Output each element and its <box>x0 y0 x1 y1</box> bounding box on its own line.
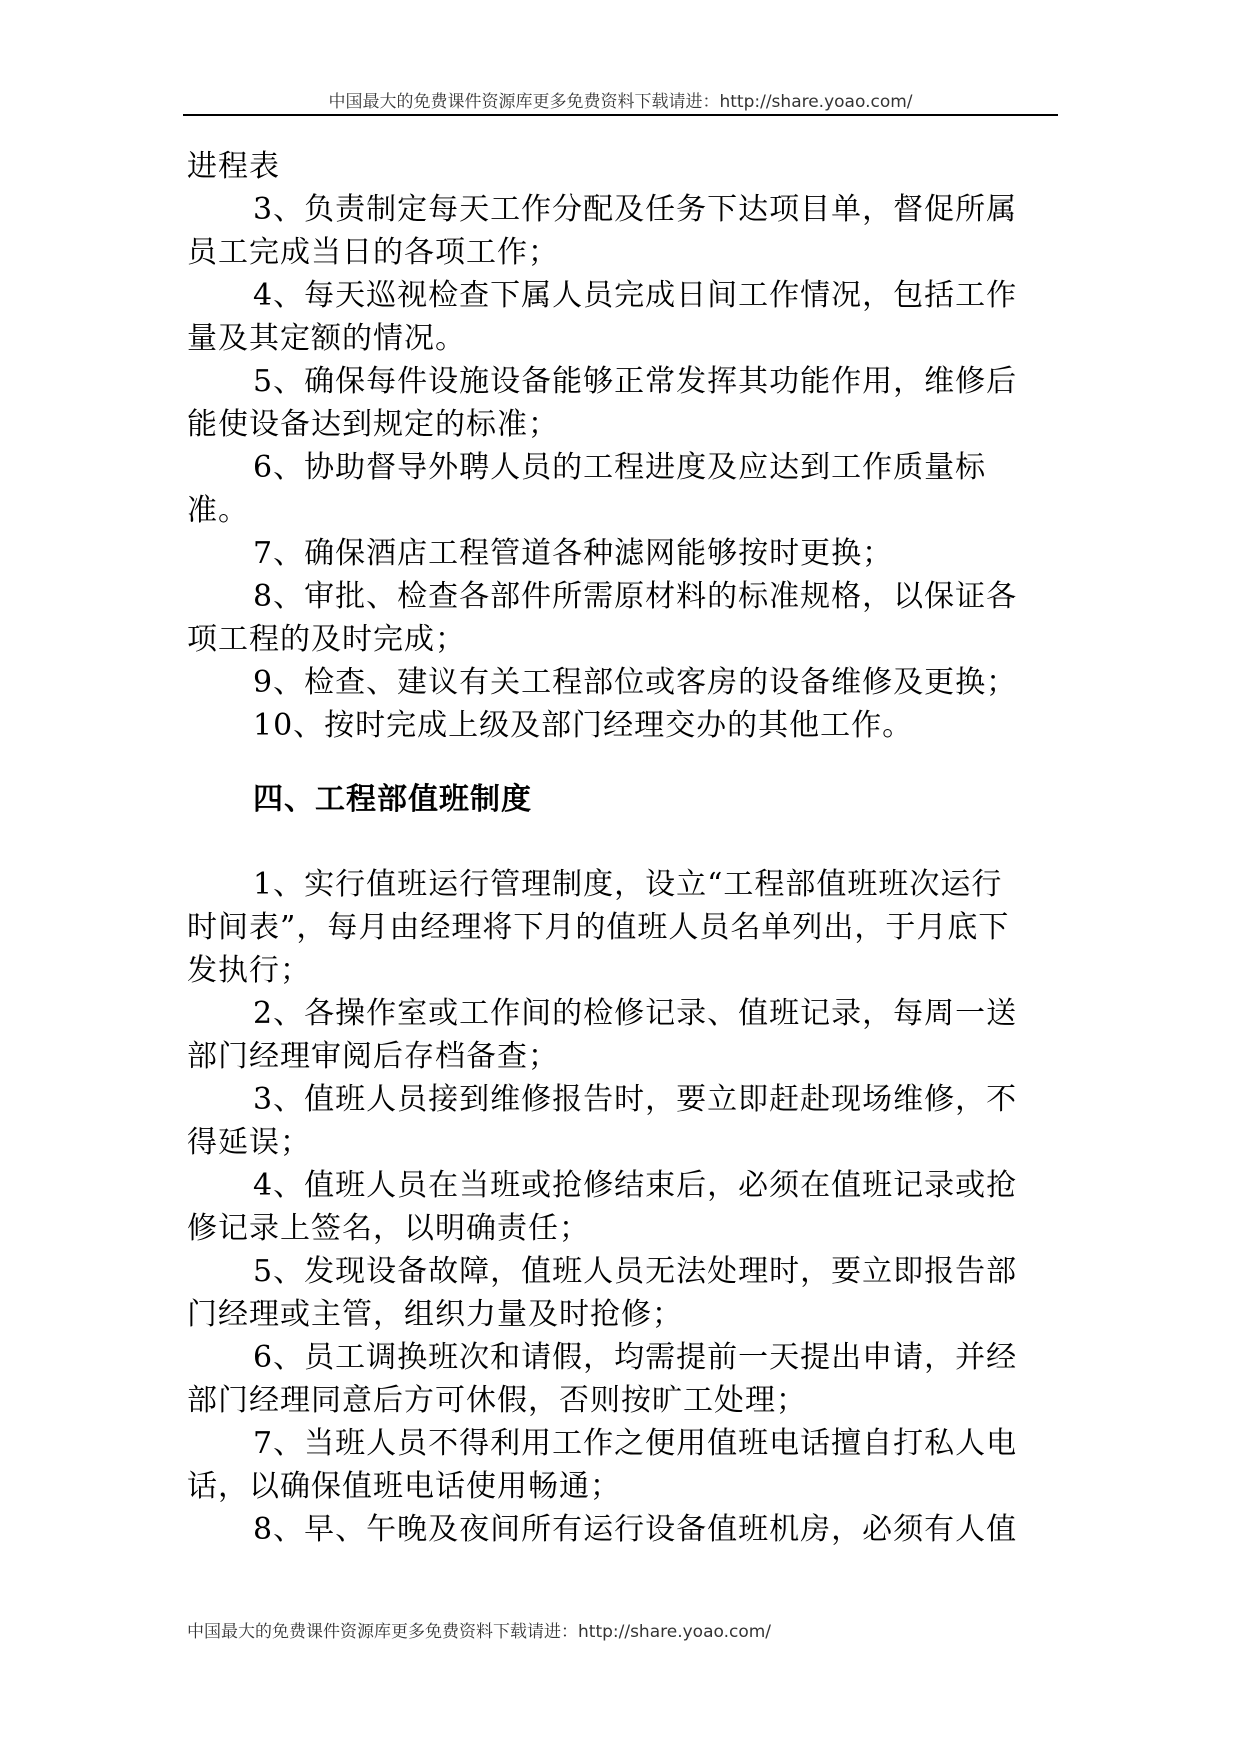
body-line: 部门经理审阅后存档备查； <box>187 1039 559 1074</box>
page-footer: 中国最大的免费课件资源库更多免费资料下载请进：http://share.yoao.com/ <box>187 1622 772 1642</box>
body-line: 发执行； <box>187 953 311 988</box>
body-line: 得延误； <box>187 1125 311 1160</box>
spacer <box>187 747 1067 778</box>
body-line: 员工完成当日的各项工作； <box>187 235 559 270</box>
document-body <box>187 145 1067 1551</box>
body-line: 3、负责制定每天工作分配及任务下达项目单，督促所属 <box>253 192 1018 227</box>
body-line: 10、按时完成上级及部门经理交办的其他工作。 <box>253 708 914 743</box>
body-line: 3、值班人员接到维修报告时，要立即赶赴现场维修，不 <box>253 1082 1018 1117</box>
body-line: 修记录上签名，以明确责任； <box>187 1211 590 1246</box>
body-line: 5、发现设备故障，值班人员无法处理时，要立即报告部 <box>253 1254 1018 1289</box>
body-line: 量及其定额的情况。 <box>187 321 466 356</box>
body-line: 项工程的及时完成； <box>187 622 466 657</box>
body-line: 话，以确保值班电话使用畅通； <box>187 1469 621 1504</box>
body-line: 准。 <box>187 493 249 528</box>
section-heading: 四、工程部值班制度 <box>253 782 532 817</box>
spacer <box>187 821 1067 863</box>
body-line: 进程表 <box>187 149 280 184</box>
body-line: 7、确保酒店工程管道各种滤网能够按时更换； <box>253 536 894 571</box>
body-line: 4、每天巡视检查下属人员完成日间工作情况，包括工作 <box>253 278 1018 313</box>
body-line: 7、当班人员不得利用工作之便用值班电话擅自打私人电 <box>253 1426 1018 1461</box>
body-line: 2、各操作室或工作间的检修记录、值班记录，每周一送 <box>253 996 1018 1031</box>
body-line: 1、实行值班运行管理制度，设立“工程部值班班次运行 <box>253 867 1003 902</box>
body-line: 6、员工调换班次和请假，均需提前一天提出申请，并经 <box>253 1340 1018 1375</box>
body-line: 4、值班人员在当班或抢修结束后，必须在值班记录或抢 <box>253 1168 1018 1203</box>
body-line: 5、确保每件设施设备能够正常发挥其功能作用，维修后 <box>253 364 1018 399</box>
body-line: 8、审批、检查各部件所需原材料的标准规格，以保证各 <box>253 579 1018 614</box>
body-line: 时间表”，每月由经理将下月的值班人员名单列出，于月底下 <box>187 910 1010 945</box>
body-line: 部门经理同意后方可休假，否则按旷工处理； <box>187 1383 807 1418</box>
body-line: 门经理或主管，组织力量及时抢修； <box>187 1297 683 1332</box>
body-line: 6、协助督导外聘人员的工程进度及应达到工作质量标 <box>253 450 987 485</box>
page-header: 中国最大的免费课件资源库更多免费资料下载请进：http://share.yoao.com/ <box>328 92 913 112</box>
header-divider <box>183 114 1058 116</box>
body-line: 能使设备达到规定的标准； <box>187 407 559 442</box>
body-line: 9、检查、建议有关工程部位或客房的设备维修及更换； <box>253 665 1018 700</box>
body-line: 8、早、午晚及夜间所有运行设备值班机房，必须有人值 <box>253 1512 1018 1547</box>
